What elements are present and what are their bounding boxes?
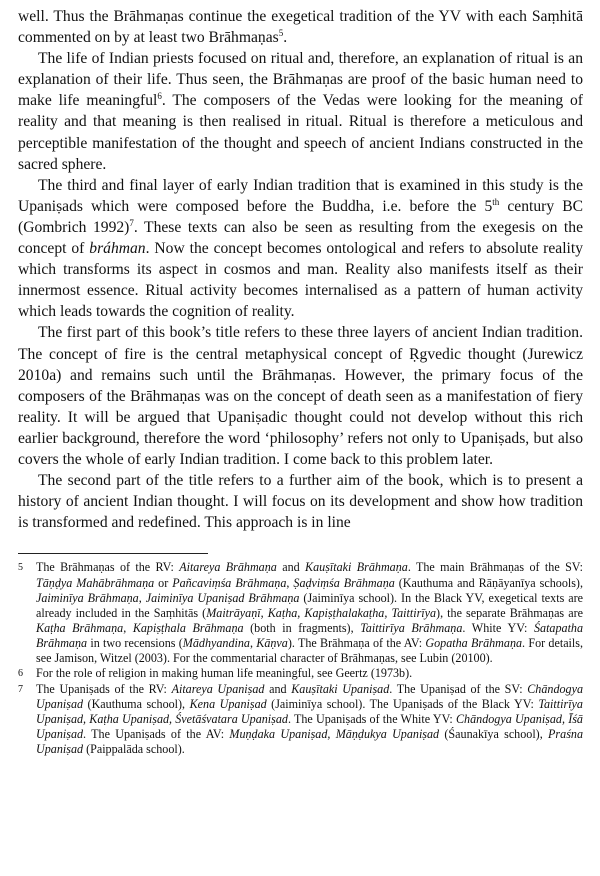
footnote-ref: 5 <box>278 27 284 38</box>
italic-term: bráhman <box>89 240 146 258</box>
paragraph: well. Thus the Brāhmaṇas continue the exegetical tradition of the YV with each Saṃhitā commented on by at least two Brāhmaṇas$^5$. <box>18 8 583 47</box>
footnote-number: 7 <box>18 683 23 695</box>
footnote-6: 6 For the role of religion in making human life meaningful, see Geertz (1973b). <box>18 666 413 681</box>
footnote-number: 5 <box>18 562 23 574</box>
paragraph-text: The composers of the Vedas were looking for the meaning of reality and that meaning is then realised in ritual. Ritual is therefore a meticulous and perceptible manifestation of the thought and speech of ancient Indians constructed in the sacred sphere. <box>18 92 583 173</box>
paragraph: The second part of the title refers to a further aim of the book, which is to present a history of ancient Indian thought. I will focus on its development and show how tradition is transformed and redefined. This approach is in line <box>18 472 583 532</box>
paragraph-text: The third and final layer of early Indian tradition that is examined in this study is the Upaniṣads which were composed before the Buddha, i.e. before the 5 <box>18 176 583 215</box>
paragraph: The third and final layer of early Indian tradition that is examined in this study is the Upaniṣads which were composed before the Buddha, i.e. before the 5th century BC (Gombrich 1992)$^7$. These texts can also be seen as resulting from the exegesis on the concept of bráhman. Now the concept becomes ontological and refers to absolute reality which transforms its aspect in cosmos and man. Reality also manifests itself as their innermost essence. Ritual activity becomes internalised as a pattern of human activity which leads towards the cognition of reality. <box>18 176 583 321</box>
paragraph: The first part of this book’s title refers to these three layers of ancient Indian tradition. The concept of fire is the central metaphysical concept of Ṛgvedic thought (Jurewicz 2010a) and remains such until the Brāhmaṇas. However, the primary focus of the composers of the Brāhmaṇas was on the concept of death seen as a manifestation of fiery reality. It will be argued that Upaniṣadic thought could not develop without this rich earlier background, therefore the word ‘philosophy’ refers not only to Upaniṣads, but also covers the whole of early Indian tradition. I come back to this problem later. <box>18 324 583 468</box>
main-text <box>18 6 583 533</box>
footnotes <box>18 560 583 757</box>
paragraph-text: well. Thus the Brāhmaṇas continue the exegetical tradition of the YV with each Saṃhitā commented on by at least two Brāhmaṇas <box>18 8 583 47</box>
footnote-ref: 7 <box>129 217 134 228</box>
paragraph-text: The life of Indian priests focused on ritual and, therefore, an explanation of ritual is an explanation of their life. Thus seen, the Brāhmaṇas are proof of the basic human need to make life meaningful <box>18 50 583 110</box>
book-page <box>18 6 583 757</box>
paragraph-text: . Now the concept becomes ontological and refers to absolute reality which transforms its aspect in cosmos and man. Reality also manifests itself as their innermost essence. Ritual activity becomes internalised as a pattern of human activity which leads towards the cognition of reality. <box>18 240 583 321</box>
footnote-ref: 6 <box>157 91 162 102</box>
paragraph-text: These texts can also be seen as resulting from the exegesis on the concept of <box>18 218 583 258</box>
paragraph-text: century BC (Gombrich 1992) <box>18 197 583 236</box>
footnote-divider <box>18 553 208 554</box>
footnote-5: 5 The Brāhmaṇas of the RV: Aitareya Brāhmaṇa and Kauṣītaki Brāhmaṇa. The main Brāhmaṇas of the SV: Tāṇḍya Mahābrāhmaṇa or Pañcaviṃśa Brāhmaṇa, Ṣaḍviṃśa Brāhmaṇa (Kauthuma and Rāṇāyanīya schools), Jaiminīya Brāhmaṇa, Jaiminīya Upaniṣad Brāhmaṇa (Jaiminīya school). In the Black YV, exegetical texts are already included in the Saṃhitās (Maitrāyaṇī, Kaṭha, Kapiṣṭhalakaṭha, Taittirīya), the separate Brāhmaṇas are Kaṭha Brāhmaṇa, Kapiṣṭhala Brāhmaṇa (both in fragments), Taittirīya Brāhmaṇa. White YV: Śatapatha Brāhmaṇa in two recensions (Mādhyandina, Kāṇva). The Brāhmaṇa of the AV: Gopatha Brāhmaṇa. For details, see Jamison, Witzel (2003). For the commentarial character of Brāhmaṇas, see Lubin (20100). <box>18 560 584 666</box>
paragraph: The life of Indian priests focused on ritual and, therefore, an explanation of ritual is an explanation of their life. Thus seen, the Brāhmaṇas are proof of the basic human need to make life meaningful$^6$. The composers of the Vedas were looking for the meaning of reality and that meaning is then realised in ritual. Ritual is therefore a meticulous and perceptible manifestation of the thought and speech of ancient Indians constructed in the sacred sphere. <box>18 50 583 173</box>
superscript: th <box>492 196 500 207</box>
footnote-7: 7 The Upaniṣads of the RV: Aitareya Upaniṣad and Kauṣītaki Upaniṣad. The Upaniṣad of the SV: Chāndogya Upaniṣad (Kauthuma school), Kena Upaniṣad (Jaiminīya school). The Upaniṣads of the Black YV: Taittirīya Upaniṣad, Kaṭha Upaniṣad, Śvetāśvatara Upaniṣad. The Upaniṣads of the White YV: Chāndogya Upaniṣad, Īśā Upaniṣad. The Upaniṣads of the AV: Muṇḍaka Upaniṣad, Māṇḍukya Upaniṣad (Śaunakīya school), Praśna Upaniṣad (Paippalāda school). <box>18 681 583 757</box>
footnote-number: 6 <box>18 668 23 680</box>
